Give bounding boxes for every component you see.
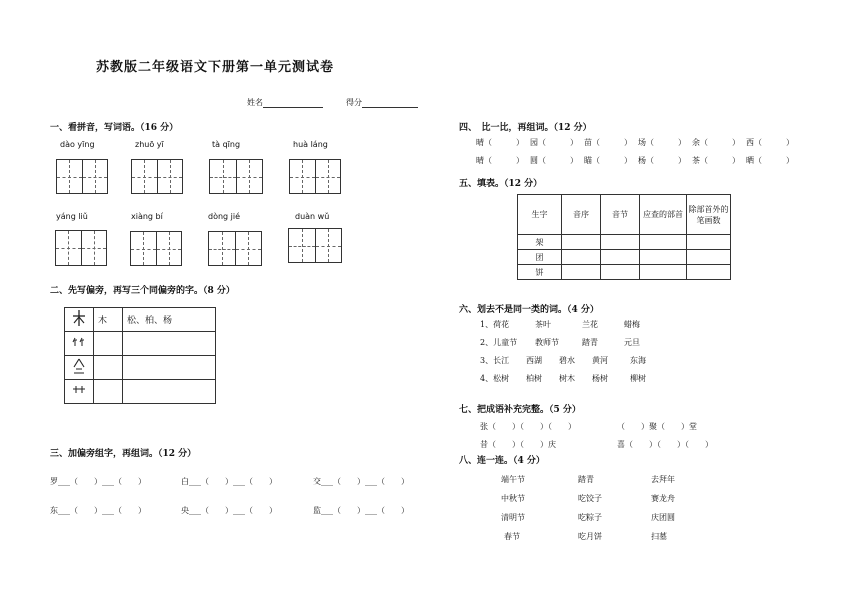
pinyin-5: yáng liǔ (56, 212, 88, 221)
word-item[interactable]: 黄河 (592, 356, 608, 365)
word-item[interactable]: 柳树 (630, 374, 646, 383)
radical-cell[interactable] (94, 356, 123, 380)
compare-item[interactable]: 园（ ） (530, 138, 578, 147)
table-cell[interactable] (601, 265, 640, 280)
match-item[interactable]: 去拜年 (651, 475, 675, 484)
radical-words-cell[interactable] (123, 356, 216, 380)
section3-title: 三、加偏旁组字，再组词。（12 分） (50, 449, 197, 459)
section6-title: 六、划去不是同一类的词。（4 分） (459, 305, 599, 315)
bamboo-radical-icon (65, 332, 94, 356)
word-item[interactable]: 碧水 (559, 356, 575, 365)
match-item[interactable]: 吃粽子 (578, 513, 602, 522)
idiom-item[interactable]: 张（ ）（ ）（ ） (480, 422, 576, 431)
word-item[interactable]: 西湖 (526, 356, 542, 365)
table-cell[interactable] (562, 265, 601, 280)
writing-grid[interactable] (55, 230, 107, 266)
section1-title: 一、看拼音，写词语。（16 分） (50, 123, 179, 133)
word-item[interactable]: 教师节 (535, 338, 559, 347)
compare-item[interactable]: 圆（ ） (530, 156, 578, 165)
match-item[interactable]: 春节 (504, 532, 520, 541)
word-row-1 (480, 319, 640, 330)
match-col-festival (501, 470, 525, 546)
header-syllable: 音节 (601, 195, 640, 235)
table-char: 架 (518, 235, 562, 250)
match-item[interactable]: 踏青 (578, 475, 594, 484)
score-field[interactable] (346, 97, 418, 108)
pinyin-6: xiàng bí (131, 212, 163, 221)
match-item[interactable]: 赛龙舟 (651, 494, 675, 503)
pinyin-7: dòng jié (208, 212, 241, 221)
radical-cell[interactable] (94, 332, 123, 356)
compare-item[interactable]: 杨（ ） (638, 156, 686, 165)
compare-row-2 (476, 155, 800, 166)
word-item[interactable]: 兰花 (582, 320, 598, 329)
word-item[interactable]: 杨树 (592, 374, 608, 383)
word-row-4 (480, 373, 646, 384)
section7-title: 七、把成语补充完整。（5 分） (459, 405, 581, 415)
name-field[interactable] (247, 97, 323, 108)
header-radical: 应查的部首 (640, 195, 687, 235)
writing-grid[interactable] (130, 231, 182, 266)
compare-item[interactable]: 晴（ ） (476, 156, 524, 165)
word-item[interactable]: 东海 (630, 356, 646, 365)
word-item[interactable]: 元旦 (624, 338, 640, 347)
header-strokes: 除部首外的笔画数 (687, 195, 731, 235)
writing-grid[interactable] (209, 159, 263, 194)
pinyin-1: dào yīng (60, 140, 95, 149)
header-char: 生字 (518, 195, 562, 235)
pinyin-4: huà láng (293, 140, 328, 149)
compose-item[interactable]: 罗___（ ）___（ ） (50, 477, 146, 486)
table-cell[interactable] (601, 250, 640, 265)
writing-grid[interactable] (208, 231, 262, 266)
match-item[interactable]: 吃饺子 (578, 494, 602, 503)
match-item[interactable]: 吃月饼 (578, 532, 602, 541)
section2-title: 二、先写偏旁，再写三个同偏旁的字。（8 分） (50, 286, 235, 296)
word-item[interactable]: 蜡梅 (624, 320, 640, 329)
word-item[interactable]: 柏树 (526, 374, 542, 383)
table-cell[interactable] (640, 235, 687, 250)
table-char: 团 (518, 250, 562, 265)
pinyin-2: zhuō yī (135, 140, 164, 149)
table-cell[interactable] (640, 265, 687, 280)
radical-words-cell[interactable] (123, 380, 216, 404)
radical-cell[interactable] (94, 380, 123, 404)
compare-item[interactable]: 晒（ ） (746, 156, 794, 165)
score-label: 得分 (346, 98, 362, 107)
compare-item[interactable]: 场（ ） (638, 138, 686, 147)
word-item[interactable]: 3、长江 (480, 356, 510, 365)
section5-title: 五、填表。（12 分） (459, 179, 543, 189)
table-cell[interactable] (562, 235, 601, 250)
radical-words-cell[interactable]: 松、柏、杨 (123, 308, 216, 332)
word-item[interactable]: 树木 (559, 374, 575, 383)
idiom-item[interactable]: （ ）聚（ ）堂 (617, 422, 697, 431)
match-item[interactable]: 端午节 (501, 475, 525, 484)
compose-item[interactable]: 监___（ ）___（ ） (313, 506, 409, 515)
section4-title: 四、 比一比，再组词。（12 分） (459, 123, 592, 133)
table-cell[interactable] (562, 250, 601, 265)
radical-table (64, 307, 216, 404)
page-title: 苏教版二年级语文下册第一单元测试卷 (95, 60, 334, 75)
compose-item[interactable]: 央___（ ）___（ ） (181, 506, 277, 515)
word-item[interactable]: 2、儿童节 (480, 338, 518, 347)
fill-table (517, 194, 731, 280)
match-col-activity (651, 470, 675, 546)
writing-grid[interactable] (131, 159, 183, 194)
word-row-3 (480, 355, 646, 366)
word-item[interactable]: 4、松树 (480, 374, 510, 383)
match-item[interactable]: 清明节 (501, 513, 525, 522)
compare-item[interactable]: 西（ ） (746, 138, 794, 147)
table-cell[interactable] (687, 265, 731, 280)
word-item[interactable]: 1、荷花 (480, 320, 510, 329)
table-cell[interactable] (601, 235, 640, 250)
compose-item[interactable]: 东___（ ）___（ ） (50, 506, 146, 515)
idiom-item[interactable]: 喜（ ）（ ）（ ） (617, 440, 713, 449)
match-item[interactable]: 庆团圆 (651, 513, 675, 522)
pinyin-3: tà qīng (212, 140, 241, 149)
compare-item[interactable]: 瞄（ ） (584, 156, 632, 165)
word-item[interactable]: 踏青 (582, 338, 598, 347)
pinyin-8: duàn wǔ (295, 212, 330, 221)
match-item[interactable]: 中秋节 (501, 494, 525, 503)
tree-radical-icon (65, 308, 94, 332)
compare-item[interactable]: 茶（ ） (692, 156, 740, 165)
match-col-custom (578, 470, 602, 546)
table-cell[interactable] (687, 250, 731, 265)
header-order: 音序 (562, 195, 601, 235)
compare-item[interactable]: 晴（ ） (476, 138, 524, 147)
match-item[interactable]: 扫墓 (651, 532, 667, 541)
radical-words-cell[interactable] (123, 332, 216, 356)
writing-grid[interactable] (288, 228, 342, 263)
writing-grid[interactable] (289, 159, 341, 194)
word-row-2 (480, 337, 640, 348)
writing-grid[interactable] (56, 159, 108, 194)
grass-radical-icon (65, 380, 94, 404)
word-item[interactable]: 茶叶 (535, 320, 551, 329)
table-cell[interactable] (640, 250, 687, 265)
compose-item[interactable]: 白___（ ）___（ ） (181, 477, 277, 486)
table-cell[interactable] (687, 235, 731, 250)
compare-item[interactable]: 余（ ） (692, 138, 740, 147)
compose-item[interactable]: 交___（ ）___（ ） (313, 477, 409, 486)
compare-item[interactable]: 苗（ ） (584, 138, 632, 147)
radical-cell[interactable]: 木 (94, 308, 123, 332)
table-char: 饼 (518, 265, 562, 280)
compare-row-1 (476, 137, 800, 148)
section8-title: 八、连一连。（4 分） (459, 456, 545, 466)
name-label: 姓名 (247, 98, 263, 107)
idiom-item[interactable]: 昔（ ）（ ）庆 (480, 440, 556, 449)
person-radical-icon (65, 356, 94, 380)
